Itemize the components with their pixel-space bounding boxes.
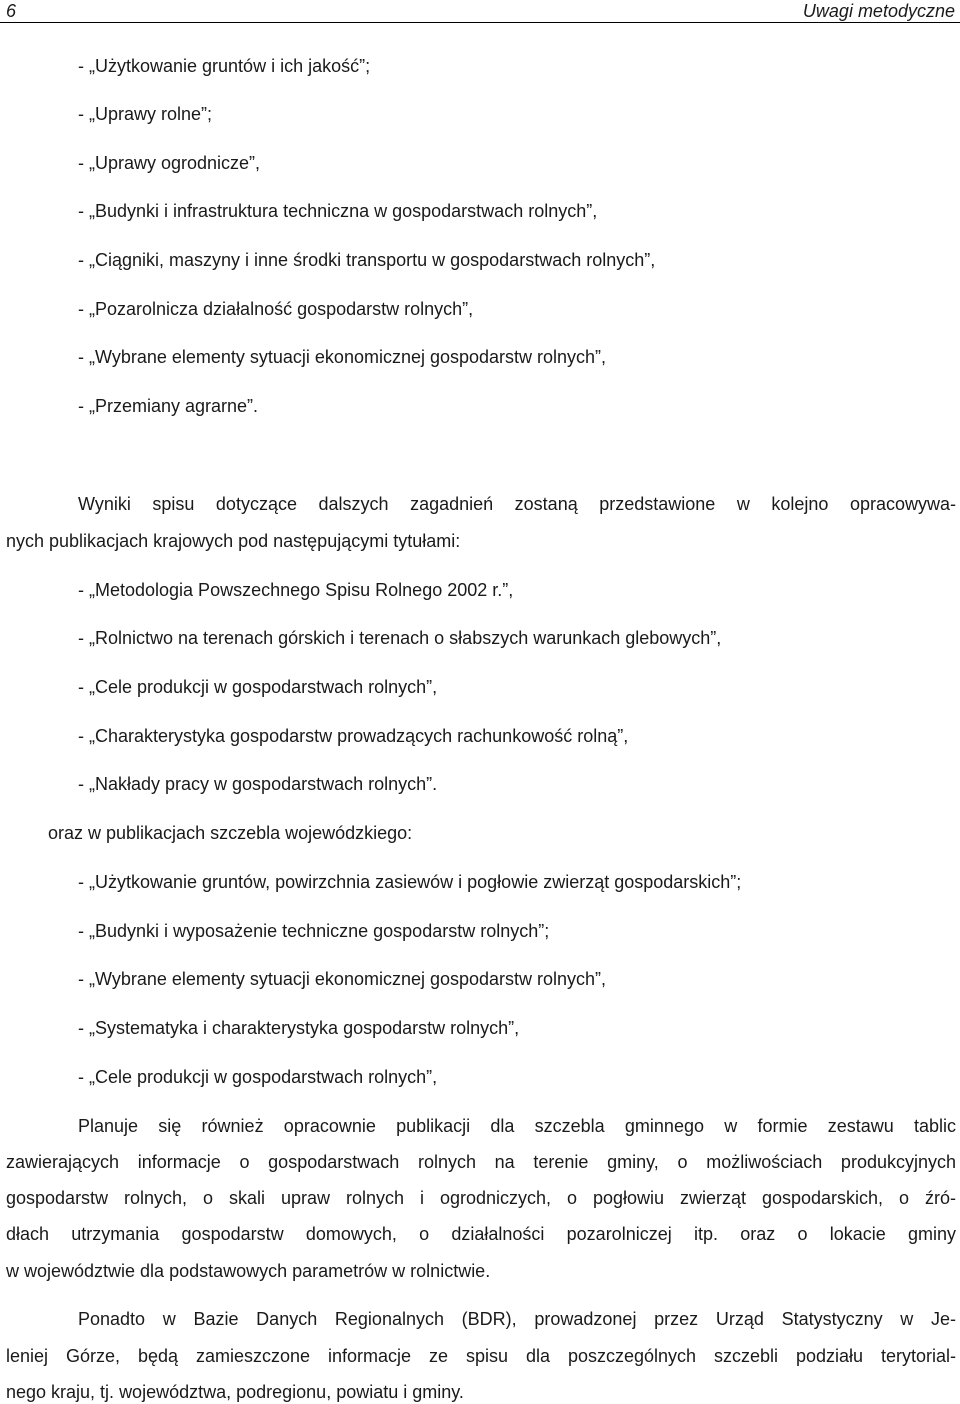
paragraph-line: leniej Górze, będą zamieszczone informacje ze spisu dla poszczególnych szczebli podziału terytorial-	[6, 1346, 956, 1366]
paragraph-line: Wyniki spisu dotyczące dalszych zagadnień zostaną przedstawione w kolejno opracowywa-	[78, 494, 956, 514]
list-item: - „Budynki i infrastruktura techniczna w gospodarstwach rolnych”,	[78, 201, 598, 221]
list-item: - „Wybrane elementy sytuacji ekonomicznej gospodarstw rolnych”,	[78, 969, 607, 989]
list-item: - „Cele produkcji w gospodarstwach rolnych”,	[78, 677, 438, 697]
paragraph-line: Ponadto w Bazie Danych Regionalnych (BDR), prowadzonej przez Urząd Statystyczny w Je-	[78, 1309, 956, 1329]
paragraph-line: w województwie dla podstawowych parametrów w rolnictwie.	[6, 1261, 491, 1281]
list-item: - „Przemiany agrarne”.	[78, 396, 259, 416]
paragraph-line: nych publikacjach krajowych pod następującymi tytułami:	[6, 531, 461, 551]
list-item: - „Uprawy rolne”;	[78, 104, 213, 124]
list-item: - „Użytkowanie gruntów, powirzchnia zasiewów i pogłowie zwierząt gospodarskich”;	[78, 872, 742, 892]
page-number: 6	[6, 1, 17, 21]
list-item: - „Wybrane elementy sytuacji ekonomicznej gospodarstw rolnych”,	[78, 347, 607, 367]
page-header	[0, 0, 960, 23]
list-item: - „Uprawy ogrodnicze”,	[78, 153, 261, 173]
paragraph-line: Planuje się również opracownie publikacji dla szczebla gminnego w formie zestawu tablic	[78, 1116, 956, 1136]
paragraph-line: nego kraju, tj. województwa, podregionu, powiatu i gminy.	[6, 1382, 464, 1402]
running-title: Uwagi metodyczne	[802, 1, 955, 21]
list-item: - „Charakterystyka gospodarstw prowadzących rachunkowość rolną”,	[78, 726, 629, 746]
regional-intro: oraz w publikacjach szczebla wojewódzkiego:	[48, 823, 413, 843]
list-item: - „Pozarolnicza działalność gospodarstw rolnych”,	[78, 299, 474, 319]
paragraph-line: dłach utrzymania gospodarstw domowych, o działalności pozarolniczej itp. oraz o lokacie gminy	[6, 1224, 956, 1244]
list-item: - „Cele produkcji w gospodarstwach rolnych”,	[78, 1067, 438, 1087]
list-item: - „Nakłady pracy w gospodarstwach rolnych”.	[78, 774, 438, 794]
paragraph-line: zawierających informacje o gospodarstwach rolnych na terenie gminy, o możliwościach produkcyjnych	[6, 1152, 956, 1172]
paragraph-line: gospodarstw rolnych, o skali upraw rolnych i ogrodniczych, o pogłowiu zwierząt gospodarskich, o źró-	[6, 1188, 956, 1208]
list-item: - „Metodologia Powszechnego Spisu Rolnego 2002 r.”,	[78, 580, 514, 600]
list-item: - „Budynki i wyposażenie techniczne gospodarstw rolnych”;	[78, 921, 550, 941]
list-item: - „Ciągniki, maszyny i inne środki transportu w gospodarstwach rolnych”,	[78, 250, 656, 270]
list-item: - „Systematyka i charakterystyka gospodarstw rolnych”,	[78, 1018, 520, 1038]
list-item: - „Użytkowanie gruntów i ich jakość”;	[78, 56, 371, 76]
list-item: - „Rolnictwo na terenach górskich i terenach o słabszych warunkach glebowych”,	[78, 628, 722, 648]
